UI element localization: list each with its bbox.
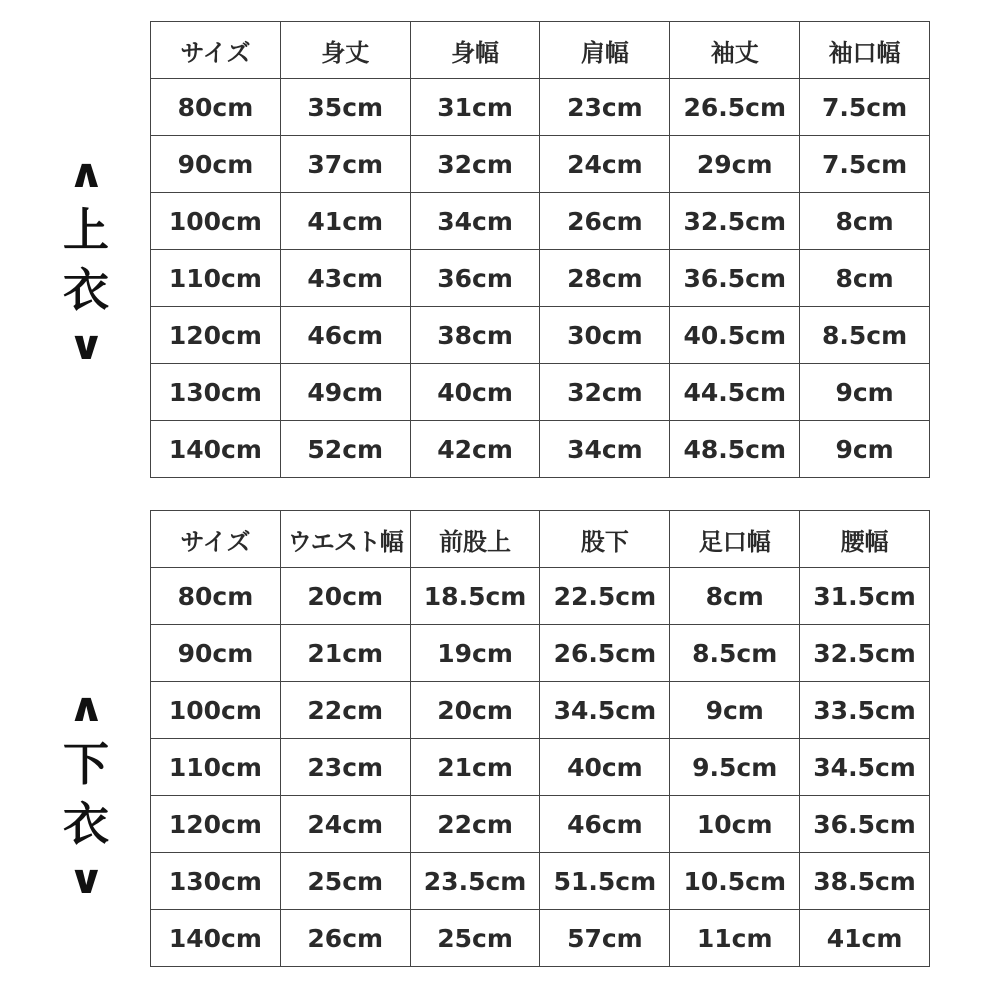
- table-cell: 48.5cm: [670, 421, 800, 478]
- table-cell: 9.5cm: [670, 739, 800, 796]
- table-cell: 23cm: [540, 79, 670, 136]
- table-cell: 140cm: [151, 910, 281, 967]
- table-cell: 25cm: [410, 910, 540, 967]
- table-cell: 49cm: [280, 364, 410, 421]
- table-cell: 8.5cm: [800, 307, 930, 364]
- table-cell: 40cm: [540, 739, 670, 796]
- table-cell: 130cm: [151, 364, 281, 421]
- header-cell: 袖口幅: [800, 22, 930, 79]
- table-cell: 20cm: [410, 682, 540, 739]
- table-cell: 51.5cm: [540, 853, 670, 910]
- table-cell: 140cm: [151, 421, 281, 478]
- table-cell: 40.5cm: [670, 307, 800, 364]
- table-cell: 36cm: [410, 250, 540, 307]
- header-cell: 足口幅: [670, 511, 800, 568]
- bottoms-header-row: [151, 511, 930, 568]
- header-cell: 股下: [540, 511, 670, 568]
- bottoms-label-char-1: 下: [63, 737, 109, 791]
- table-cell: 26cm: [280, 910, 410, 967]
- table-row: [151, 193, 930, 250]
- table-cell: 30cm: [540, 307, 670, 364]
- table-row: [151, 910, 930, 967]
- table-cell: 10.5cm: [670, 853, 800, 910]
- table-cell: 46cm: [280, 307, 410, 364]
- table-row: [151, 307, 930, 364]
- table-cell: 110cm: [151, 739, 281, 796]
- table-cell: 36.5cm: [670, 250, 800, 307]
- table-cell: 90cm: [151, 136, 281, 193]
- table-cell: 29cm: [670, 136, 800, 193]
- tops-side-label: [52, 148, 120, 372]
- bottoms-table-body: [151, 511, 930, 967]
- table-cell: 31.5cm: [800, 568, 930, 625]
- table-cell: 24cm: [280, 796, 410, 853]
- table-cell: 32.5cm: [800, 625, 930, 682]
- table-cell: 11cm: [670, 910, 800, 967]
- header-cell: ウエスト幅: [280, 511, 410, 568]
- table-row: [151, 250, 930, 307]
- table-cell: 20cm: [280, 568, 410, 625]
- table-cell: 8cm: [670, 568, 800, 625]
- table-cell: 23cm: [280, 739, 410, 796]
- header-cell: 肩幅: [540, 22, 670, 79]
- table-cell: 31cm: [410, 79, 540, 136]
- table-cell: 21cm: [410, 739, 540, 796]
- header-cell: 袖丈: [670, 22, 800, 79]
- table-cell: 26.5cm: [670, 79, 800, 136]
- bottoms-label-char-2: 衣: [63, 797, 109, 851]
- tops-header-row: [151, 22, 930, 79]
- table-cell: 120cm: [151, 796, 281, 853]
- table-cell: 9cm: [800, 421, 930, 478]
- table-cell: 35cm: [280, 79, 410, 136]
- header-cell: サイズ: [151, 22, 281, 79]
- table-row: [151, 79, 930, 136]
- table-cell: 34.5cm: [540, 682, 670, 739]
- table-row: [151, 625, 930, 682]
- table-cell: 33.5cm: [800, 682, 930, 739]
- table-cell: 18.5cm: [410, 568, 540, 625]
- table-cell: 34cm: [410, 193, 540, 250]
- table-cell: 26cm: [540, 193, 670, 250]
- table-cell: 8.5cm: [670, 625, 800, 682]
- table-cell: 24cm: [540, 136, 670, 193]
- table-cell: 10cm: [670, 796, 800, 853]
- table-cell: 7.5cm: [800, 79, 930, 136]
- table-cell: 37cm: [280, 136, 410, 193]
- table-cell: 25cm: [280, 853, 410, 910]
- table-row: [151, 796, 930, 853]
- table-cell: 34cm: [540, 421, 670, 478]
- table-cell: 100cm: [151, 682, 281, 739]
- table-cell: 41cm: [800, 910, 930, 967]
- tops-label-char-2: 衣: [63, 263, 109, 317]
- header-cell: 前股上: [410, 511, 540, 568]
- table-cell: 26.5cm: [540, 625, 670, 682]
- chevron-down-icon: ∨: [67, 857, 105, 903]
- chevron-up-icon: ∧: [67, 151, 105, 197]
- table-cell: 8cm: [800, 250, 930, 307]
- table-cell: 57cm: [540, 910, 670, 967]
- header-cell: 身幅: [410, 22, 540, 79]
- table-cell: 21cm: [280, 625, 410, 682]
- table-cell: 9cm: [670, 682, 800, 739]
- table-cell: 23.5cm: [410, 853, 540, 910]
- table-cell: 19cm: [410, 625, 540, 682]
- table-cell: 120cm: [151, 307, 281, 364]
- table-cell: 32.5cm: [670, 193, 800, 250]
- bottoms-size-table: [150, 510, 930, 967]
- table-cell: 44.5cm: [670, 364, 800, 421]
- table-cell: 46cm: [540, 796, 670, 853]
- chevron-down-icon: ∨: [67, 323, 105, 369]
- table-cell: 41cm: [280, 193, 410, 250]
- tops-size-table: [150, 21, 930, 478]
- table-cell: 34.5cm: [800, 739, 930, 796]
- table-cell: 38.5cm: [800, 853, 930, 910]
- table-cell: 43cm: [280, 250, 410, 307]
- table-row: [151, 364, 930, 421]
- table-row: [151, 853, 930, 910]
- table-cell: 22.5cm: [540, 568, 670, 625]
- table-cell: 22cm: [410, 796, 540, 853]
- table-row: [151, 136, 930, 193]
- table-row: [151, 421, 930, 478]
- table-cell: 90cm: [151, 625, 281, 682]
- table-cell: 130cm: [151, 853, 281, 910]
- header-cell: 身丈: [280, 22, 410, 79]
- tops-table-body: [151, 22, 930, 478]
- table-cell: 9cm: [800, 364, 930, 421]
- table-cell: 28cm: [540, 250, 670, 307]
- header-cell: サイズ: [151, 511, 281, 568]
- table-row: [151, 682, 930, 739]
- table-cell: 110cm: [151, 250, 281, 307]
- header-cell: 腰幅: [800, 511, 930, 568]
- table-cell: 80cm: [151, 79, 281, 136]
- table-cell: 100cm: [151, 193, 281, 250]
- chevron-up-icon: ∧: [67, 685, 105, 731]
- table-row: [151, 739, 930, 796]
- table-cell: 52cm: [280, 421, 410, 478]
- table-cell: 32cm: [410, 136, 540, 193]
- table-cell: 42cm: [410, 421, 540, 478]
- tops-label-char-1: 上: [63, 203, 109, 257]
- table-cell: 38cm: [410, 307, 540, 364]
- bottoms-side-label: [52, 682, 120, 906]
- table-cell: 36.5cm: [800, 796, 930, 853]
- table-cell: 7.5cm: [800, 136, 930, 193]
- table-cell: 40cm: [410, 364, 540, 421]
- table-cell: 32cm: [540, 364, 670, 421]
- table-cell: 8cm: [800, 193, 930, 250]
- table-cell: 22cm: [280, 682, 410, 739]
- table-row: [151, 568, 930, 625]
- table-cell: 80cm: [151, 568, 281, 625]
